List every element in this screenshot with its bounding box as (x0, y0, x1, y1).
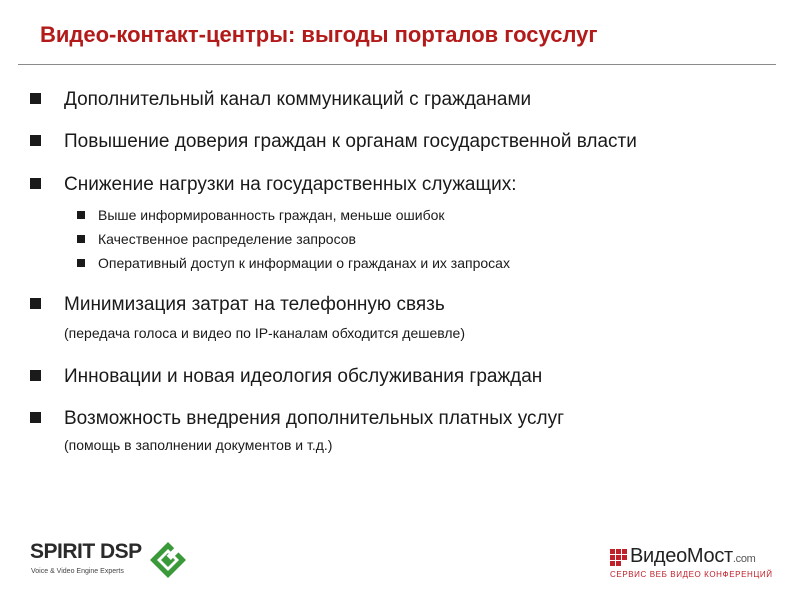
bullet-text: Дополнительный канал коммуникаций с гражданами (64, 89, 532, 110)
videomost-logo-tagline: СЕРВИС ВЕБ ВИДЕО КОНФЕРЕНЦИЙ (610, 570, 773, 579)
bullet-text: Снижение нагрузки на государственных служащих: (64, 174, 517, 195)
spirit-dsp-logo-tagline: Voice & Video Engine Experts (31, 568, 124, 575)
bullet-note: (помощь в заполнении документов и т.д.) (64, 437, 333, 453)
sub-bullet-marker (77, 211, 85, 219)
sub-bullet-text: Выше информированность граждан, меньше ошибок (98, 207, 445, 223)
bullet-note: (передача голоса и видео по IP-каналам обходится дешевле) (64, 325, 466, 341)
videomost-logo-name: ВидеоМост (630, 545, 733, 567)
spirit-dsp-logo (30, 540, 190, 585)
slide-title: Видео-контакт-центры: выгоды порталов госуслуг (40, 22, 598, 47)
videomost-logo-icon (610, 549, 628, 566)
bullet-marker (30, 298, 41, 309)
bullet-marker (30, 178, 41, 189)
title-divider (18, 64, 776, 65)
bullet-text: Инновации и новая идеология обслуживания граждан (64, 366, 543, 387)
sub-bullet-text: Оперативный доступ к информации о гражданах и их запросах (98, 255, 510, 271)
videomost-logo (596, 545, 776, 585)
bullet-marker (30, 412, 41, 423)
sub-bullet-text: Качественное распределение запросов (98, 231, 356, 247)
spirit-dsp-logo-icon (148, 540, 188, 580)
bullet-marker (30, 93, 41, 104)
bullet-text: Повышение доверия граждан к органам государственной власти (64, 131, 637, 152)
videomost-logo-name-wrap (630, 545, 756, 568)
bullet-marker (30, 370, 41, 381)
sub-bullet-marker (77, 235, 85, 243)
sub-bullet-marker (77, 259, 85, 267)
videomost-logo-suffix: .com (732, 553, 756, 565)
bullet-text: Возможность внедрения дополнительных платных услуг (64, 408, 565, 429)
spirit-dsp-logo-name: SPIRIT DSP (30, 540, 142, 563)
bullet-marker (30, 135, 41, 146)
bullet-text: Минимизация затрат на телефонную связь (64, 294, 445, 315)
